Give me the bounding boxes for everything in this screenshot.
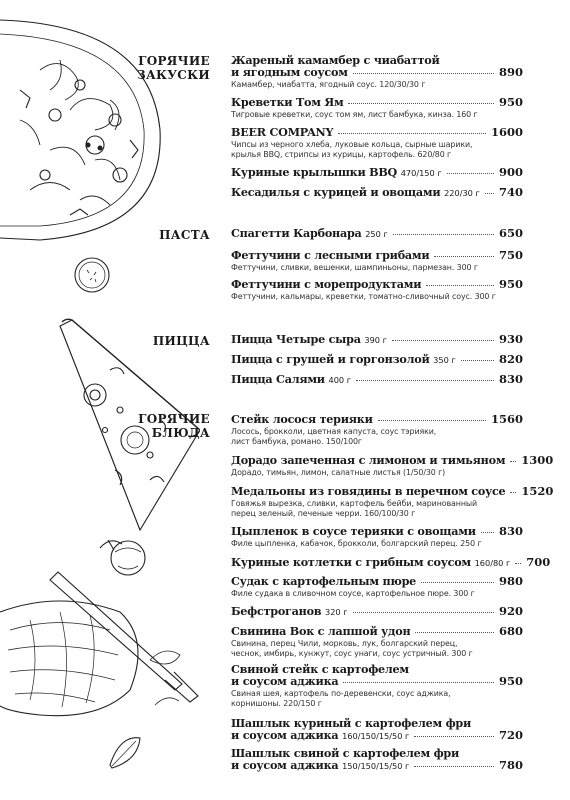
- menu-item: [231, 453, 554, 478]
- menu-item-title: и соусом аджика: [231, 758, 339, 772]
- menu-item-row: [231, 555, 551, 569]
- dot-leader: [348, 103, 494, 104]
- menu-item-title: Дорадо запеченная с лимоном и тимьяном: [231, 453, 506, 467]
- menu-item-name: [231, 373, 351, 386]
- menu-item-weight: 250 г: [365, 229, 388, 239]
- menu-item-price: 820: [498, 352, 523, 366]
- menu-item-price: 920: [498, 604, 523, 618]
- menu-item-title: Пицца Салями: [231, 372, 325, 386]
- menu-item-row: [231, 484, 554, 498]
- menu-item-price: 1560: [490, 412, 523, 426]
- menu-item-title: Креветки Том Ям: [231, 95, 344, 109]
- menu-item-row: [231, 525, 523, 537]
- menu-item-price: 750: [498, 248, 523, 262]
- menu-item-name: [231, 249, 429, 261]
- menu-item-title: и ягодным соусом: [231, 65, 348, 79]
- menu-item-description: Лосось, брокколи, цветная капуста, соус тэрияки, лист бамбука, романо. 150/100г: [231, 427, 437, 446]
- section-title-hot-dishes: [138, 412, 210, 440]
- menu-item-name: [231, 353, 456, 366]
- menu-item-weight: 350 г: [433, 355, 456, 365]
- menu-item-price: 700: [526, 555, 551, 569]
- menu-item: [231, 555, 551, 569]
- menu-item-name-line1: Свиной стейк с картофелем: [231, 662, 409, 676]
- menu-item: [231, 126, 523, 159]
- menu-item-name: [231, 485, 505, 497]
- menu-item: [231, 278, 523, 302]
- dot-leader: [353, 612, 494, 613]
- menu-item-name: [231, 126, 333, 138]
- menu-item-name: [231, 96, 343, 108]
- menu-item-title: Куриные котлетки с грибным соусом: [231, 555, 471, 569]
- menu-item-description: Феттучини, сливки, вешенки, шампиньоны, пармезан. 300 г: [231, 263, 478, 272]
- menu-item-title: Бефстроганов: [231, 604, 322, 618]
- menu-item-price: 830: [498, 524, 523, 538]
- dot-leader: [414, 736, 494, 737]
- menu-item: [231, 717, 523, 742]
- menu-item-price: 1520: [521, 484, 554, 498]
- menu-item: [231, 413, 523, 446]
- menu-item-name: [231, 278, 421, 290]
- menu-item-description: Свиная шея, картофель по-деревенски, соус аджика, корнишоны. 220/150 г: [231, 689, 451, 708]
- menu-item: [231, 249, 523, 273]
- menu-item-row: [231, 186, 523, 199]
- menu-item-name: [231, 413, 373, 425]
- menu-item-name-line1: Шашлык куриный с картофелем фри: [231, 716, 472, 730]
- dot-leader: [510, 461, 516, 462]
- dot-leader: [481, 532, 494, 533]
- dot-leader: [447, 173, 494, 174]
- section-title-text: ГОРЯЧИЕ ЗАКУСКИ: [137, 54, 210, 82]
- menu-item-title: Пицца с грушей и горгонзолой: [231, 352, 430, 366]
- menu-item: [231, 227, 523, 240]
- menu-item-name: [231, 333, 387, 346]
- menu-item: [231, 605, 523, 618]
- menu-item-title: и соусом аджика: [231, 728, 339, 742]
- menu-item-description: Тигровые креветки, соус том ям, лист бамбука, кинза. 160 г: [231, 110, 478, 119]
- dot-leader: [461, 360, 494, 361]
- menu-item-price: 950: [498, 674, 523, 688]
- menu-item: [231, 373, 523, 386]
- dot-leader: [338, 133, 486, 134]
- dot-leader: [421, 582, 494, 583]
- menu-item-row: [231, 166, 523, 179]
- menu-item-title: Цыпленок в соусе терияки с овощами: [231, 524, 476, 538]
- menu-item-name: [231, 227, 388, 240]
- dot-leader: [393, 234, 494, 235]
- menu-item-price: 830: [498, 372, 523, 386]
- dot-leader: [353, 73, 494, 74]
- menu-item: [231, 186, 523, 199]
- menu-item-weight: 320 г: [324, 607, 348, 617]
- tomato-illustration: [100, 540, 145, 575]
- menu-item-title: BEER COMPANY: [231, 125, 334, 139]
- menu-item-price: 740: [498, 185, 523, 199]
- menu-item-weight: 390 г: [364, 335, 387, 345]
- menu-item-row: [231, 353, 523, 366]
- menu-item-description: Дорадо, тимьян, лимон, салатные листья (1/50/30 г): [231, 468, 446, 477]
- section-title-text: ГОРЯЧИЕ БЛЮДА: [138, 412, 210, 440]
- menu-item-weight: 470/150 г: [400, 168, 442, 178]
- dot-leader: [356, 380, 494, 381]
- menu-item-title: и соусом аджика: [231, 674, 339, 688]
- menu-item: [231, 96, 523, 120]
- leaf-illustration: [110, 651, 180, 768]
- menu-item-price: 1300: [521, 453, 554, 467]
- menu-item-name: [231, 66, 348, 78]
- menu-item-row: [231, 729, 523, 742]
- menu-item: [231, 54, 523, 90]
- menu-item-price: 890: [498, 65, 523, 79]
- menu-item-name: [231, 729, 409, 742]
- dot-leader: [485, 193, 494, 194]
- section-title-text: ПАСТА: [159, 228, 210, 242]
- menu-item: [231, 353, 523, 366]
- menu-item-title: Медальоны из говядины в перечном соусе: [231, 484, 506, 498]
- menu-item-name: [231, 675, 338, 687]
- menu-item-price: 720: [498, 728, 523, 742]
- dot-leader: [515, 563, 521, 564]
- menu-item-row: [231, 96, 523, 108]
- dot-leader: [434, 256, 494, 257]
- menu-item-name: [231, 525, 476, 537]
- menu-item-row: [231, 227, 523, 240]
- menu-item-description: Свинина, перец Чили, морковь, лук, болгарский перец, чеснок, имбирь, кунжут, соус унаги, соус устричный. 300 г: [231, 639, 473, 658]
- menu-item-title: Судак с картофельным пюре: [231, 574, 417, 588]
- menu-item-price: 1600: [490, 125, 523, 139]
- menu-item: [231, 575, 523, 599]
- menu-item-description: Говяжья вырезка, сливки, картофель бейби, маринованный перец зеленый, печеные черри. 160/100/30 г: [231, 499, 478, 518]
- menu-item-name: [231, 759, 409, 772]
- menu-item-title: Феттучини с морепродуктами: [231, 277, 422, 291]
- section-title-pasta: [159, 228, 210, 242]
- menu-item-row: [231, 126, 523, 138]
- menu-item-title: Феттучини с лесными грибами: [231, 248, 430, 262]
- menu-item-row: [231, 333, 523, 346]
- menu-item-row: [231, 249, 523, 261]
- menu-item-row: [231, 278, 523, 290]
- menu-item-description: Камамбер, чиабатта, ягодный соус. 120/30/30 г: [231, 80, 426, 89]
- menu-item: [231, 166, 523, 179]
- menu-item: [231, 333, 523, 346]
- menu-item-row: [231, 453, 554, 467]
- menu-item-price: 900: [498, 165, 523, 179]
- section-title-pizza: [153, 334, 210, 348]
- menu-item-price: 950: [498, 277, 523, 291]
- menu-item: [231, 525, 523, 549]
- menu-item-description: Чипсы из черного хлеба, луковые кольца, сырные шарики, крылья BBQ, стрипсы из курицы, картофель. 620/80 г: [231, 140, 473, 159]
- menu-item-row: [231, 575, 523, 587]
- menu-item-title: Стейк лосося терияки: [231, 412, 373, 426]
- dot-leader: [426, 285, 494, 286]
- menu-item-weight: 160/80 г: [474, 558, 511, 568]
- menu-item-price: 650: [498, 226, 523, 240]
- menu-item-title: Куриные крылышки BBQ: [231, 165, 398, 179]
- menu-item-row: [231, 373, 523, 386]
- menu-item-name: [231, 605, 348, 618]
- menu-item-price: 930: [498, 332, 523, 346]
- menu-item-description: Феттучини, кальмары, креветки, томатно-сливочный соус. 300 г: [231, 292, 496, 301]
- menu-item-description: Филе цыпленка, кабачок, брокколи, болгарский перец. 250 г: [231, 539, 482, 548]
- dot-leader: [414, 766, 494, 767]
- menu-item: [231, 625, 523, 658]
- menu-item-price: 680: [498, 624, 523, 638]
- menu-item-name: [231, 166, 442, 179]
- menu-item-name: [231, 186, 480, 199]
- dot-leader: [415, 632, 494, 633]
- menu-item-title: Пицца Четыре сыра: [231, 332, 361, 346]
- menu-item-weight: 160/150/15/50 г: [342, 731, 410, 741]
- menu-item-name: [231, 625, 410, 637]
- menu-item: [231, 663, 523, 708]
- menu-item-row: [231, 759, 523, 772]
- menu-item-price: 780: [498, 758, 523, 772]
- menu-item-row: [231, 625, 523, 637]
- menu-item-price: 950: [498, 95, 523, 109]
- menu-item-title: Свинина Вок с лапшой удон: [231, 624, 411, 638]
- section-title-hot-snacks: [137, 54, 210, 82]
- menu-item-price: 980: [498, 574, 523, 588]
- salad-plate-illustration: [0, 20, 160, 240]
- dot-leader: [392, 340, 494, 341]
- cucumber-slice-illustration: [75, 258, 109, 292]
- menu-item-weight: 220/30 г: [444, 188, 480, 198]
- menu-item-name: [231, 575, 416, 587]
- menu-item-name-line1: Жареный камамбер с чиабаттой: [231, 53, 440, 67]
- menu-item-row: [231, 413, 523, 425]
- dot-leader: [510, 492, 516, 493]
- menu-item-title: Спагетти Карбонара: [231, 226, 362, 240]
- menu-item-name-line1: Шашлык свиной с картофелем фри: [231, 746, 460, 760]
- dot-leader: [343, 682, 494, 683]
- salmon-steak-illustration: [0, 572, 198, 716]
- menu-item-name: [231, 454, 505, 466]
- menu-item-description: Филе судака в сливочном соусе, картофельное пюре. 300 г: [231, 589, 475, 598]
- menu-item-row: [231, 675, 523, 687]
- menu-item: [231, 484, 554, 518]
- menu-item-title: Кесадилья с курицей и овощами: [231, 185, 441, 199]
- menu-item: [231, 747, 523, 772]
- menu-item-weight: 400 г: [328, 375, 352, 385]
- dot-leader: [378, 420, 486, 421]
- section-title-text: ПИЦЦА: [152, 334, 210, 348]
- menu-item-name: [231, 556, 510, 569]
- food-illustrations: [0, 0, 200, 800]
- menu-item-row: [231, 605, 523, 618]
- menu-item-weight: 150/150/15/50 г: [342, 761, 410, 771]
- menu-item-row: [231, 66, 523, 78]
